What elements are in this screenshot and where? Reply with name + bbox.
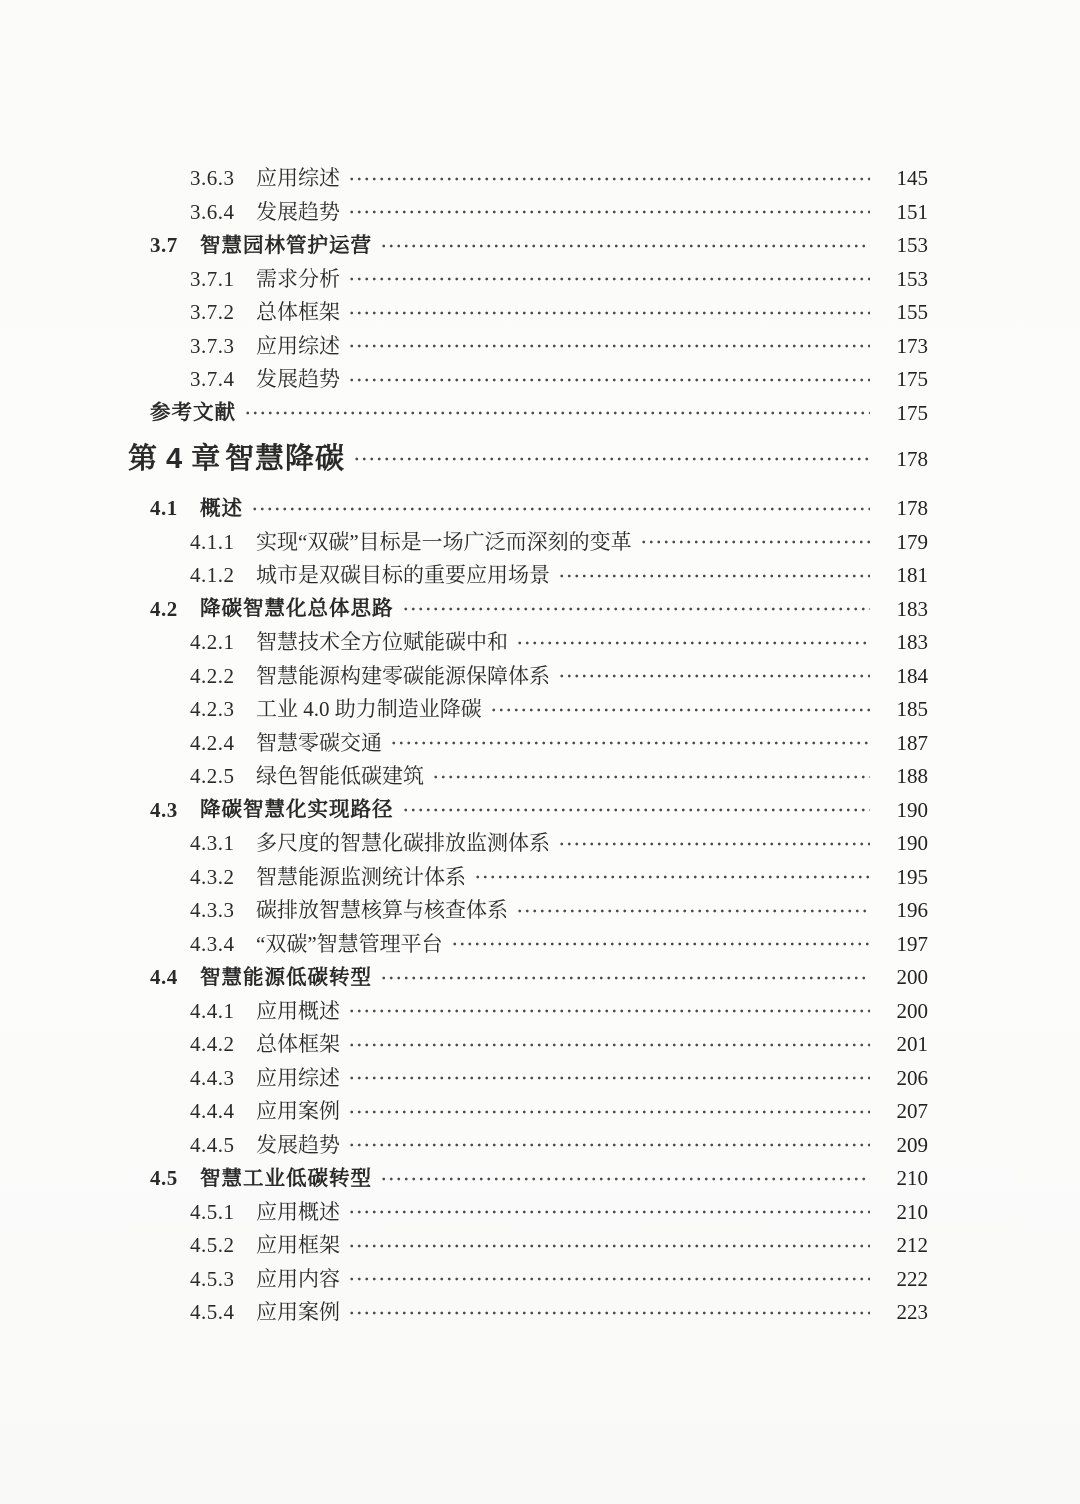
toc-entry bbox=[0, 263, 928, 297]
entry-number: 4.5.3 bbox=[190, 1266, 235, 1291]
dot-leader bbox=[380, 1162, 870, 1196]
entry-number: 4.3.2 bbox=[190, 864, 235, 889]
entry-title: 智慧园林管护运营 bbox=[200, 233, 372, 257]
entry-number: 4.2.5 bbox=[190, 764, 235, 789]
toc-entry bbox=[0, 693, 928, 727]
page-number: 212 bbox=[896, 1233, 928, 1258]
toc-entry bbox=[0, 961, 928, 995]
toc-entry bbox=[0, 794, 928, 828]
entry-number: 4.2.1 bbox=[190, 630, 235, 655]
entry-number: 4.4.3 bbox=[190, 1065, 235, 1090]
page-number: 175 bbox=[896, 367, 928, 392]
dot-leader bbox=[348, 1296, 870, 1330]
entry-number: 3.7.3 bbox=[190, 333, 235, 358]
entry-title: 工业 4.0 助力制造业降碳 bbox=[256, 697, 482, 722]
dot-leader bbox=[348, 263, 870, 297]
dot-leader bbox=[558, 559, 870, 593]
entry-number: 4.3.1 bbox=[190, 831, 235, 856]
entry-number: 4.4.1 bbox=[190, 998, 235, 1023]
entry-number: 3.7.4 bbox=[190, 367, 235, 392]
entry-number: 4.3.3 bbox=[190, 898, 235, 923]
page-number: 223 bbox=[896, 1300, 928, 1325]
page-number: 206 bbox=[896, 1065, 928, 1090]
toc-entry bbox=[0, 660, 928, 694]
entry-title: 智慧能源监测统计体系 bbox=[256, 864, 466, 889]
entry-title: 智慧零碳交通 bbox=[256, 730, 382, 755]
page-number: 183 bbox=[896, 596, 928, 621]
entry-title: 实现“双碳”目标是一场广泛而深刻的变革 bbox=[256, 529, 632, 554]
toc-entry bbox=[0, 363, 928, 397]
toc-entry bbox=[0, 559, 928, 593]
toc-entry bbox=[0, 196, 928, 230]
entry-number: 4.4 bbox=[150, 965, 178, 990]
page-number: 178 bbox=[896, 496, 928, 521]
dot-leader bbox=[516, 626, 870, 660]
page-number: 185 bbox=[896, 697, 928, 722]
page-number: 196 bbox=[896, 898, 928, 923]
toc-entry bbox=[0, 492, 928, 526]
entry-title: 发展趋势 bbox=[256, 367, 340, 392]
toc-entry bbox=[0, 1263, 928, 1297]
entry-number: 3.6.3 bbox=[190, 166, 235, 191]
dot-leader bbox=[348, 330, 870, 364]
toc-entry bbox=[0, 1095, 928, 1129]
entry-number: 4.4.5 bbox=[190, 1132, 235, 1157]
dot-leader bbox=[348, 1263, 870, 1297]
toc-entry bbox=[0, 727, 928, 761]
entry-title: 智慧能源低碳转型 bbox=[200, 965, 372, 989]
dot-leader bbox=[390, 727, 870, 761]
entry-title: 参考文献 bbox=[150, 401, 236, 424]
entry-number: 4.3 bbox=[150, 797, 178, 822]
dot-leader bbox=[451, 928, 870, 962]
entry-title: 绿色智能低碳建筑 bbox=[256, 764, 424, 789]
dot-leader bbox=[251, 492, 870, 526]
entry-title: 应用框架 bbox=[256, 1233, 340, 1258]
page-number: 178 bbox=[896, 446, 928, 471]
page-number: 153 bbox=[896, 233, 928, 258]
entry-title: 降碳智慧化总体思路 bbox=[200, 597, 394, 620]
toc-entry bbox=[0, 526, 928, 560]
entry-title: 智慧能源构建零碳能源保障体系 bbox=[256, 663, 550, 688]
entry-title: 应用综述 bbox=[256, 333, 340, 358]
dot-leader bbox=[490, 693, 870, 727]
entry-number: 3.6.4 bbox=[190, 199, 235, 224]
toc-entry bbox=[0, 928, 928, 962]
entry-title: 应用案例 bbox=[256, 1300, 340, 1325]
dot-leader bbox=[516, 894, 870, 928]
entry-title: 总体框架 bbox=[256, 300, 340, 325]
page-number: 210 bbox=[896, 1166, 928, 1191]
dot-leader bbox=[348, 1028, 870, 1062]
dot-leader bbox=[348, 1129, 870, 1163]
entry-number: 3.7.2 bbox=[190, 300, 235, 325]
dot-leader bbox=[558, 827, 870, 861]
page-number: 184 bbox=[896, 663, 928, 688]
toc-entry bbox=[0, 1229, 928, 1263]
entry-number: 4.3.4 bbox=[190, 931, 235, 956]
dot-leader bbox=[244, 397, 870, 431]
entry-title: 需求分析 bbox=[256, 266, 340, 291]
entry-number: 4.5.1 bbox=[190, 1199, 235, 1224]
entry-title: 发展趋势 bbox=[256, 199, 340, 224]
toc-entry bbox=[0, 1162, 928, 1196]
entry-number: 4.2 bbox=[150, 596, 178, 621]
toc-entry bbox=[0, 229, 928, 263]
entry-number: 第 4 章 bbox=[128, 442, 221, 475]
page-number: 181 bbox=[896, 563, 928, 588]
entry-title: 总体框架 bbox=[256, 1032, 340, 1057]
dot-leader bbox=[432, 760, 870, 794]
toc-entry bbox=[0, 995, 928, 1029]
toc-entry bbox=[0, 162, 928, 196]
dot-leader bbox=[402, 794, 871, 828]
toc-entry bbox=[0, 1129, 928, 1163]
page-number: 155 bbox=[896, 300, 928, 325]
entry-number: 4.1.2 bbox=[190, 563, 235, 588]
dot-leader bbox=[348, 1062, 870, 1096]
entry-title: 城市是双碳目标的重要应用场景 bbox=[256, 563, 550, 588]
entry-title: 应用综述 bbox=[256, 166, 340, 191]
dot-leader bbox=[558, 660, 870, 694]
toc-entry bbox=[0, 827, 928, 861]
page-number: 175 bbox=[896, 400, 928, 425]
page-number: 197 bbox=[896, 931, 928, 956]
entry-title: 碳排放智慧核算与核查体系 bbox=[256, 898, 508, 923]
entry-title: 应用概述 bbox=[256, 998, 340, 1023]
dot-leader bbox=[348, 1229, 870, 1263]
dot-leader bbox=[348, 995, 870, 1029]
page-number: 201 bbox=[896, 1032, 928, 1057]
entry-title: 应用案例 bbox=[256, 1099, 340, 1124]
entry-number: 4.5 bbox=[150, 1166, 178, 1191]
dot-leader bbox=[348, 1095, 870, 1129]
page-number: 188 bbox=[896, 764, 928, 789]
page-number: 210 bbox=[896, 1199, 928, 1224]
entry-number: 4.4.4 bbox=[190, 1099, 235, 1124]
page-number: 173 bbox=[896, 333, 928, 358]
page-number: 190 bbox=[896, 831, 928, 856]
entry-title: 概述 bbox=[200, 496, 243, 520]
entry-title: 智慧工业低碳转型 bbox=[200, 1166, 372, 1190]
toc-entry bbox=[0, 861, 928, 895]
toc-entry bbox=[0, 296, 928, 330]
dot-leader bbox=[474, 861, 870, 895]
entry-number: 4.4.2 bbox=[190, 1032, 235, 1057]
toc-entry bbox=[0, 437, 928, 481]
page-number: 153 bbox=[896, 266, 928, 291]
dot-leader bbox=[348, 196, 870, 230]
page-number: 222 bbox=[896, 1266, 928, 1291]
entry-number: 4.5.2 bbox=[190, 1233, 235, 1258]
toc-entry bbox=[0, 1196, 928, 1230]
entry-number: 4.5.4 bbox=[190, 1300, 235, 1325]
toc-entry bbox=[0, 1028, 928, 1062]
entry-title: 发展趋势 bbox=[256, 1132, 340, 1157]
page-number: 145 bbox=[896, 166, 928, 191]
page-number: 187 bbox=[896, 730, 928, 755]
toc-entry bbox=[0, 760, 928, 794]
dot-leader bbox=[380, 229, 870, 263]
page-number: 207 bbox=[896, 1099, 928, 1124]
page-number: 183 bbox=[896, 630, 928, 655]
entry-number: 3.7 bbox=[150, 233, 178, 258]
dot-leader bbox=[348, 1196, 870, 1230]
entry-number: 4.2.3 bbox=[190, 697, 235, 722]
toc-list bbox=[0, 162, 928, 1330]
dot-leader bbox=[348, 363, 870, 397]
toc-entry bbox=[0, 1296, 928, 1330]
entry-number: 4.2.4 bbox=[190, 730, 235, 755]
toc-entry bbox=[0, 397, 928, 431]
page-number: 200 bbox=[896, 965, 928, 990]
toc-entry bbox=[0, 330, 928, 364]
dot-leader bbox=[348, 296, 870, 330]
page-number: 195 bbox=[896, 864, 928, 889]
toc-entry bbox=[0, 593, 928, 627]
entry-title: 智慧降碳 bbox=[225, 442, 346, 475]
toc-entry bbox=[0, 626, 928, 660]
entry-title: 多尺度的智慧化碳排放监测体系 bbox=[256, 831, 550, 856]
entry-title: 智慧技术全方位赋能碳中和 bbox=[256, 630, 508, 655]
dot-leader bbox=[348, 162, 870, 196]
page-number: 179 bbox=[896, 529, 928, 554]
page-number: 209 bbox=[896, 1132, 928, 1157]
entry-title: “双碳”智慧管理平台 bbox=[256, 931, 443, 956]
entry-title: 降碳智慧化实现路径 bbox=[200, 798, 394, 821]
entry-title: 应用综述 bbox=[256, 1065, 340, 1090]
entry-title: 应用概述 bbox=[256, 1199, 340, 1224]
page-number: 200 bbox=[896, 998, 928, 1023]
entry-number: 4.1.1 bbox=[190, 529, 235, 554]
entry-number: 3.7.1 bbox=[190, 266, 235, 291]
dot-leader bbox=[380, 961, 870, 995]
entry-number: 4.2.2 bbox=[190, 663, 235, 688]
toc-entry bbox=[0, 894, 928, 928]
dot-leader bbox=[353, 437, 870, 481]
entry-number: 4.1 bbox=[150, 496, 178, 521]
page-number: 151 bbox=[896, 199, 928, 224]
entry-title: 应用内容 bbox=[256, 1266, 340, 1291]
dot-leader bbox=[640, 526, 870, 560]
toc-entry bbox=[0, 1062, 928, 1096]
dot-leader bbox=[402, 593, 871, 627]
page-number: 190 bbox=[896, 797, 928, 822]
